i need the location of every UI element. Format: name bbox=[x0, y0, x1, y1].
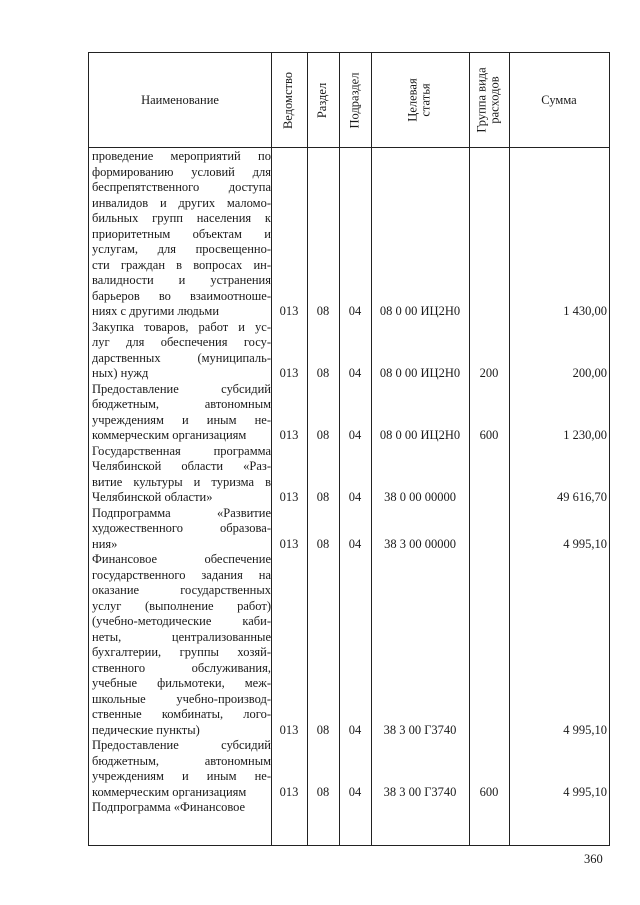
row-gruppa: 600 bbox=[479, 428, 499, 442]
row-gruppa: 600 bbox=[479, 784, 499, 799]
row-text-line: луг для обеспечения госу- bbox=[92, 335, 271, 349]
header-vedomstvo-label: Ведомство bbox=[281, 71, 296, 129]
header-podrazdel bbox=[339, 53, 371, 147]
header-podrazdel-label: Подраздел bbox=[347, 72, 362, 128]
table-row-name bbox=[92, 800, 271, 816]
row-celevaya: 08 0 00 ИЦ2Н0 bbox=[379, 366, 461, 380]
header-razdel-label: Раздел bbox=[315, 82, 330, 118]
header-divider bbox=[89, 147, 609, 148]
row-text-line: (учебно-методические каби- bbox=[92, 614, 271, 628]
row-text-line: коммерческим организациям bbox=[92, 784, 247, 799]
row-celevaya: 08 0 00 ИЦ2Н0 bbox=[379, 304, 461, 318]
budget-table bbox=[88, 52, 610, 846]
row-text-line: валидности и устранения bbox=[92, 273, 271, 287]
row-text-line: беспрепятственного доступа bbox=[92, 180, 271, 194]
row-razdel: 08 bbox=[316, 722, 330, 737]
row-razdel: 08 bbox=[316, 536, 330, 551]
row-text-line: педические пункты) bbox=[92, 722, 200, 737]
row-podrazdel: 04 bbox=[348, 722, 362, 737]
row-summa: 1 230,00 bbox=[563, 428, 607, 442]
row-text-line: дарственных (муниципаль- bbox=[92, 350, 271, 365]
header-celevaya-line: статья bbox=[419, 83, 433, 117]
row-text-line: Челябинской области» bbox=[92, 490, 213, 504]
row-podrazdel: 04 bbox=[348, 490, 362, 504]
row-podrazdel: 04 bbox=[348, 304, 362, 318]
row-vedomstvo: 013 bbox=[279, 304, 299, 318]
row-text-line: оказание государственных bbox=[92, 583, 271, 597]
row-podrazdel: 04 bbox=[348, 536, 362, 551]
row-text-line: неты, централизованные bbox=[92, 629, 271, 644]
table-row-name bbox=[92, 738, 271, 800]
table-row-name bbox=[92, 149, 271, 320]
row-text-line: ственные комбинаты, лого- bbox=[92, 707, 271, 721]
row-text-line: бухгалтерии, группы хозяй- bbox=[92, 645, 271, 659]
row-vedomstvo: 013 bbox=[279, 366, 299, 380]
row-celevaya: 38 3 00 Г3740 bbox=[383, 722, 457, 737]
table-row-name bbox=[92, 506, 271, 553]
row-text-line: формированию условий для bbox=[92, 164, 271, 179]
row-text-line: услугам, для просвещенно- bbox=[92, 242, 271, 256]
row-razdel: 08 bbox=[316, 304, 330, 318]
row-text-line: Предоставление субсидий bbox=[92, 381, 271, 396]
row-summa: 4 995,10 bbox=[563, 722, 607, 737]
row-vedomstvo: 013 bbox=[279, 784, 299, 799]
row-text-line: инвалидов и других маломо- bbox=[92, 195, 271, 210]
row-text-line: приоритетным объектам и bbox=[92, 226, 271, 241]
row-text-line: ственного обслуживания, bbox=[92, 660, 271, 675]
header-summa bbox=[509, 53, 609, 147]
row-text-line: ниях с другими людьми bbox=[92, 304, 220, 318]
row-text-line: Закупка товаров, работ и ус- bbox=[92, 319, 271, 334]
row-summa: 1 430,00 bbox=[563, 304, 607, 318]
row-text-line: Челябинской области «Раз- bbox=[92, 459, 271, 473]
row-text-line: бильных групп населения к bbox=[92, 211, 271, 225]
row-text-line: бюджетным, автономным bbox=[92, 753, 271, 768]
row-gruppa: 200 bbox=[479, 366, 499, 380]
column-divider bbox=[469, 53, 470, 845]
row-razdel: 08 bbox=[316, 784, 330, 799]
row-summa: 4 995,10 bbox=[563, 784, 607, 799]
row-razdel: 08 bbox=[316, 428, 330, 442]
header-gruppa bbox=[469, 53, 509, 147]
table-row-name bbox=[92, 444, 271, 506]
header-razdel bbox=[307, 53, 339, 147]
row-text-line: коммерческим организациям bbox=[92, 428, 247, 442]
header-celevaya bbox=[371, 53, 469, 147]
row-text-line: сти граждан в вопросах ин- bbox=[92, 257, 271, 272]
header-name-label: Наименование bbox=[141, 92, 219, 107]
row-summa: 4 995,10 bbox=[563, 536, 607, 551]
row-podrazdel: 04 bbox=[348, 784, 362, 799]
row-text-line: ния» bbox=[92, 536, 118, 551]
row-razdel: 08 bbox=[316, 490, 330, 504]
row-text-line: школьные учебно-производ- bbox=[92, 691, 271, 706]
table-row-name bbox=[92, 382, 271, 444]
header-name bbox=[89, 53, 271, 147]
header-vedomstvo bbox=[271, 53, 307, 147]
row-celevaya: 38 3 00 Г3740 bbox=[383, 784, 457, 799]
row-text-line: витие культуры и туризма в bbox=[92, 474, 271, 489]
row-text-line: Финансовое обеспечение bbox=[92, 552, 271, 566]
row-podrazdel: 04 bbox=[348, 428, 362, 442]
row-vedomstvo: 013 bbox=[279, 428, 299, 442]
table-row-name bbox=[92, 552, 271, 738]
row-text-line: бюджетным, автономным bbox=[92, 397, 271, 411]
header-celevaya-line: Целевая bbox=[406, 78, 420, 122]
row-celevaya: 38 0 00 00000 bbox=[384, 490, 456, 504]
row-text-line: ных) нужд bbox=[92, 366, 149, 380]
row-text-line: Государственная программа bbox=[92, 443, 271, 458]
row-vedomstvo: 013 bbox=[279, 490, 299, 504]
header-gruppa-line: расходов bbox=[488, 76, 503, 124]
row-podrazdel: 04 bbox=[348, 366, 362, 380]
row-summa: 49 616,70 bbox=[557, 490, 607, 504]
row-vedomstvo: 013 bbox=[279, 722, 299, 737]
page-number: 360 bbox=[584, 852, 603, 866]
row-vedomstvo: 013 bbox=[279, 536, 299, 551]
header-gruppa-line: Группа вида bbox=[475, 67, 490, 133]
table-row-name bbox=[92, 320, 271, 382]
row-text-line: услуг (выполнение работ) bbox=[92, 598, 271, 613]
row-text-line: учебные фильмотеки, меж- bbox=[92, 676, 271, 690]
row-celevaya: 08 0 00 ИЦ2Н0 bbox=[379, 428, 461, 442]
row-text-line: художественного образова- bbox=[92, 521, 271, 535]
row-text-line: Подпрограмма «Финансовое bbox=[92, 800, 246, 814]
row-celevaya: 38 3 00 00000 bbox=[384, 536, 456, 551]
row-summa: 200,00 bbox=[572, 366, 607, 380]
row-text-line: Подпрограмма «Развитие bbox=[92, 505, 271, 520]
row-text-line: учреждениям и иным не- bbox=[92, 769, 271, 783]
row-razdel: 08 bbox=[316, 366, 330, 380]
header-summa-label: Сумма bbox=[541, 92, 577, 107]
row-text-line: учреждениям и иным не- bbox=[92, 412, 271, 427]
row-text-line: Предоставление субсидий bbox=[92, 738, 271, 752]
row-text-line: барьеров во взаимоотноше- bbox=[92, 288, 271, 303]
row-text-line: государственного задания на bbox=[92, 567, 271, 582]
row-text-line: проведение мероприятий по bbox=[92, 149, 271, 163]
